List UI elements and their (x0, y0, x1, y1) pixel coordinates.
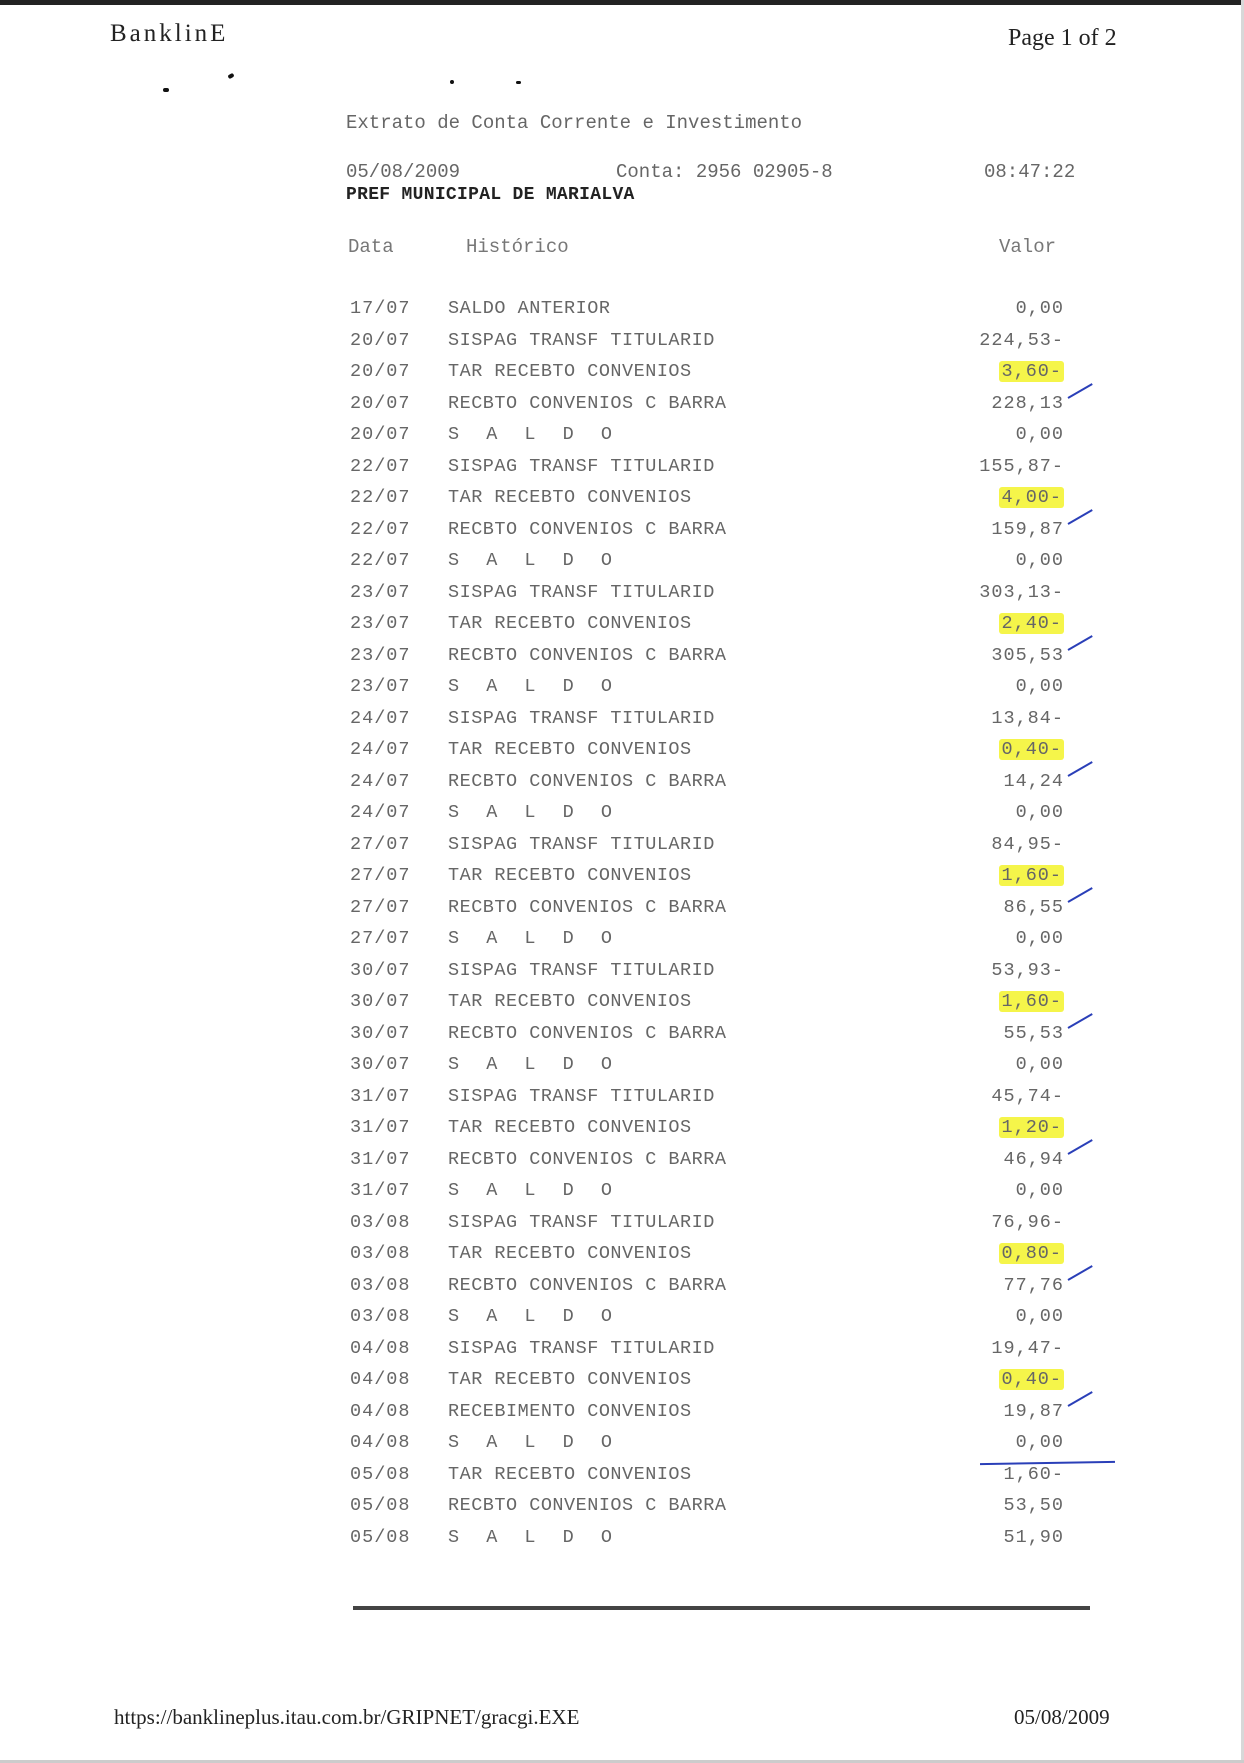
row-date: 03/08 (350, 1243, 411, 1264)
row-description: RECBTO CONVENIOS C BARRA (448, 518, 727, 540)
row-description: RECEBIMENTO CONVENIOS (448, 1400, 692, 1422)
row-date: 22/07 (350, 487, 411, 508)
row-description: RECBTO CONVENIOS C BARRA (448, 392, 727, 414)
row-date: 03/08 (350, 1274, 411, 1296)
scan-speck (450, 80, 454, 84)
table-row (0, 1050, 1244, 1081)
row-date: 04/08 (350, 1369, 411, 1390)
row-description: S A L D O (448, 1306, 620, 1327)
row-description: RECBTO CONVENIOS C BARRA (448, 1148, 727, 1170)
row-description: S A L D O (448, 1432, 620, 1453)
row-description: RECBTO CONVENIOS C BARRA (448, 1274, 727, 1296)
document-title: Extrato de Conta Corrente e Investimento (346, 112, 803, 134)
row-description: S A L D O (448, 676, 620, 697)
row-value: 305,53 (991, 644, 1064, 666)
table-row (0, 420, 1244, 451)
table-row (0, 1460, 1244, 1491)
table-row (0, 1145, 1244, 1176)
row-date: 23/07 (350, 581, 411, 603)
table-row (0, 578, 1244, 609)
row-value: 46,94 (1003, 1148, 1064, 1170)
row-value: 51,90 (1003, 1526, 1064, 1548)
row-date: 24/07 (350, 802, 411, 823)
row-value: 0,00 (1015, 424, 1064, 445)
statement-date: 05/08/2009 (346, 161, 461, 183)
row-description: RECBTO CONVENIOS C BARRA (448, 896, 727, 918)
row-description: SISPAG TRANSF TITULARID (448, 833, 715, 855)
row-description: TAR RECEBTO CONVENIOS (448, 1369, 692, 1390)
row-date: 30/07 (350, 1022, 411, 1044)
row-date: 05/08 (350, 1495, 411, 1516)
row-description: SISPAG TRANSF TITULARID (448, 455, 715, 477)
row-date: 24/07 (350, 707, 411, 729)
row-value: 1,60- (1001, 865, 1062, 886)
row-date: 31/07 (350, 1180, 411, 1201)
row-date: 04/08 (350, 1337, 411, 1359)
row-value: 155,87- (979, 455, 1064, 477)
scan-speck (516, 81, 521, 84)
scan-top-edge (0, 0, 1244, 5)
row-description: TAR RECEBTO CONVENIOS (448, 865, 692, 886)
row-description: SALDO ANTERIOR (448, 298, 611, 319)
table-row (0, 389, 1244, 420)
table-row (0, 326, 1244, 357)
table-row (0, 924, 1244, 955)
page-number: Page 1 of 2 (1008, 25, 1117, 51)
row-value: 4,00- (1001, 487, 1062, 508)
row-date: 27/07 (350, 896, 411, 918)
row-value: 0,00 (1015, 676, 1064, 697)
row-date: 20/07 (350, 329, 411, 351)
row-description: TAR RECEBTO CONVENIOS (448, 739, 692, 760)
row-description: RECBTO CONVENIOS C BARRA (448, 1022, 727, 1044)
row-description: TAR RECEBTO CONVENIOS (448, 613, 692, 634)
table-row (0, 956, 1244, 987)
row-description: SISPAG TRANSF TITULARID (448, 959, 715, 981)
row-description: S A L D O (448, 550, 620, 571)
column-header-history: Histórico (466, 236, 569, 258)
footer-date: 05/08/2009 (1014, 1705, 1110, 1729)
row-value: 53,50 (1003, 1495, 1064, 1516)
table-row (0, 1271, 1244, 1302)
row-value: 0,00 (1015, 550, 1064, 571)
table-row (0, 1082, 1244, 1113)
table-row (0, 1019, 1244, 1050)
row-value: 0,00 (1015, 1432, 1064, 1453)
row-description: SISPAG TRANSF TITULARID (448, 1337, 715, 1359)
row-description: S A L D O (448, 424, 620, 445)
table-row (0, 546, 1244, 577)
row-date: 31/07 (350, 1117, 411, 1138)
table-row (0, 893, 1244, 924)
row-date: 22/07 (350, 518, 411, 540)
row-value: 84,95- (991, 833, 1064, 855)
row-value: 0,40- (1001, 1369, 1062, 1390)
row-value: 0,00 (1015, 1180, 1064, 1201)
row-date: 04/08 (350, 1432, 411, 1453)
row-date: 30/07 (350, 959, 411, 981)
statement-time: 08:47:22 (984, 161, 1076, 183)
account-holder: PREF MUNICIPAL DE MARIALVA (346, 185, 635, 205)
row-description: S A L D O (448, 1526, 620, 1548)
table-row (0, 735, 1244, 766)
row-date: 27/07 (350, 865, 411, 886)
row-value: 53,93- (991, 959, 1064, 981)
row-description: TAR RECEBTO CONVENIOS (448, 1243, 692, 1264)
row-value: 1,60- (1003, 1463, 1064, 1485)
table-row (0, 987, 1244, 1018)
table-row (0, 1334, 1244, 1365)
row-value: 19,87 (1003, 1400, 1064, 1422)
brand-logo: BanklinE (110, 20, 229, 47)
table-row (0, 515, 1244, 546)
row-value: 55,53 (1003, 1022, 1064, 1044)
row-description: RECBTO CONVENIOS C BARRA (448, 644, 727, 666)
table-row (0, 1302, 1244, 1333)
row-description: S A L D O (448, 928, 620, 949)
row-value: 76,96- (991, 1211, 1064, 1233)
row-date: 03/08 (350, 1306, 411, 1327)
row-date: 23/07 (350, 644, 411, 666)
row-date: 31/07 (350, 1085, 411, 1107)
row-description: S A L D O (448, 1180, 620, 1201)
row-date: 20/07 (350, 392, 411, 414)
row-value: 86,55 (1003, 896, 1064, 918)
row-date: 04/08 (350, 1400, 411, 1422)
row-value: 77,76 (1003, 1274, 1064, 1296)
row-value: 1,20- (1001, 1117, 1062, 1138)
end-separator-line (353, 1606, 1090, 1610)
row-description: RECBTO CONVENIOS C BARRA (448, 1495, 727, 1516)
row-value: 0,00 (1015, 802, 1064, 823)
row-value: 159,87 (991, 518, 1064, 540)
row-date: 24/07 (350, 770, 411, 792)
row-value: 13,84- (991, 707, 1064, 729)
table-row (0, 1239, 1244, 1270)
row-description: SISPAG TRANSF TITULARID (448, 581, 715, 603)
row-date: 20/07 (350, 424, 411, 445)
row-value: 1,60- (1001, 991, 1062, 1012)
row-value: 224,53- (979, 329, 1064, 351)
table-row (0, 830, 1244, 861)
table-row (0, 1113, 1244, 1144)
row-date: 22/07 (350, 550, 411, 571)
table-row (0, 672, 1244, 703)
row-date: 23/07 (350, 613, 411, 634)
table-row (0, 1428, 1244, 1459)
table-row (0, 483, 1244, 514)
row-date: 20/07 (350, 361, 411, 382)
row-date: 05/08 (350, 1463, 411, 1485)
table-row (0, 1397, 1244, 1428)
row-description: TAR RECEBTO CONVENIOS (448, 1117, 692, 1138)
row-value: 303,13- (979, 581, 1064, 603)
table-row (0, 767, 1244, 798)
row-description: SISPAG TRANSF TITULARID (448, 329, 715, 351)
table-row (0, 641, 1244, 672)
scan-speck (163, 88, 169, 92)
footer-url: https://banklineplus.itau.com.br/GRIPNET/gracgi.EXE (114, 1705, 580, 1729)
row-date: 30/07 (350, 991, 411, 1012)
table-row (0, 1176, 1244, 1207)
row-value: 228,13 (991, 392, 1064, 414)
table-row (0, 798, 1244, 829)
row-value: 19,47- (991, 1337, 1064, 1359)
table-row (0, 294, 1244, 325)
row-description: SISPAG TRANSF TITULARID (448, 707, 715, 729)
row-date: 03/08 (350, 1211, 411, 1233)
row-date: 30/07 (350, 1054, 411, 1075)
table-row (0, 609, 1244, 640)
row-value: 0,40- (1001, 739, 1062, 760)
column-header-value: Valor (999, 236, 1057, 258)
row-date: 17/07 (350, 298, 411, 319)
row-value: 0,80- (1001, 1243, 1062, 1264)
row-description: SISPAG TRANSF TITULARID (448, 1211, 715, 1233)
row-description: S A L D O (448, 1054, 620, 1075)
table-row (0, 357, 1244, 388)
row-date: 24/07 (350, 739, 411, 760)
row-value: 45,74- (991, 1085, 1064, 1107)
row-date: 27/07 (350, 833, 411, 855)
row-description: SISPAG TRANSF TITULARID (448, 1085, 715, 1107)
row-date: 05/08 (350, 1526, 411, 1548)
row-value: 0,00 (1015, 1054, 1064, 1075)
account-number: Conta: 2956 02905-8 (616, 161, 833, 183)
row-value: 14,24 (1003, 770, 1064, 792)
row-date: 27/07 (350, 928, 411, 949)
row-value: 0,00 (1015, 298, 1064, 319)
scan-speck (227, 73, 234, 79)
row-value: 0,00 (1015, 928, 1064, 949)
row-date: 23/07 (350, 676, 411, 697)
table-row (0, 1523, 1244, 1554)
table-row (0, 861, 1244, 892)
table-row (0, 452, 1244, 483)
table-row (0, 1208, 1244, 1239)
table-row (0, 1365, 1244, 1396)
row-value: 3,60- (1001, 361, 1062, 382)
row-date: 31/07 (350, 1148, 411, 1170)
row-description: TAR RECEBTO CONVENIOS (448, 991, 692, 1012)
row-description: TAR RECEBTO CONVENIOS (448, 361, 692, 382)
column-header-date: Data (348, 236, 394, 258)
row-description: TAR RECEBTO CONVENIOS (448, 487, 692, 508)
row-description: RECBTO CONVENIOS C BARRA (448, 770, 727, 792)
row-description: TAR RECEBTO CONVENIOS (448, 1463, 692, 1485)
table-row (0, 1491, 1244, 1522)
row-description: S A L D O (448, 802, 620, 823)
table-row (0, 704, 1244, 735)
row-date: 22/07 (350, 455, 411, 477)
row-value: 0,00 (1015, 1306, 1064, 1327)
row-value: 2,40- (1001, 613, 1062, 634)
